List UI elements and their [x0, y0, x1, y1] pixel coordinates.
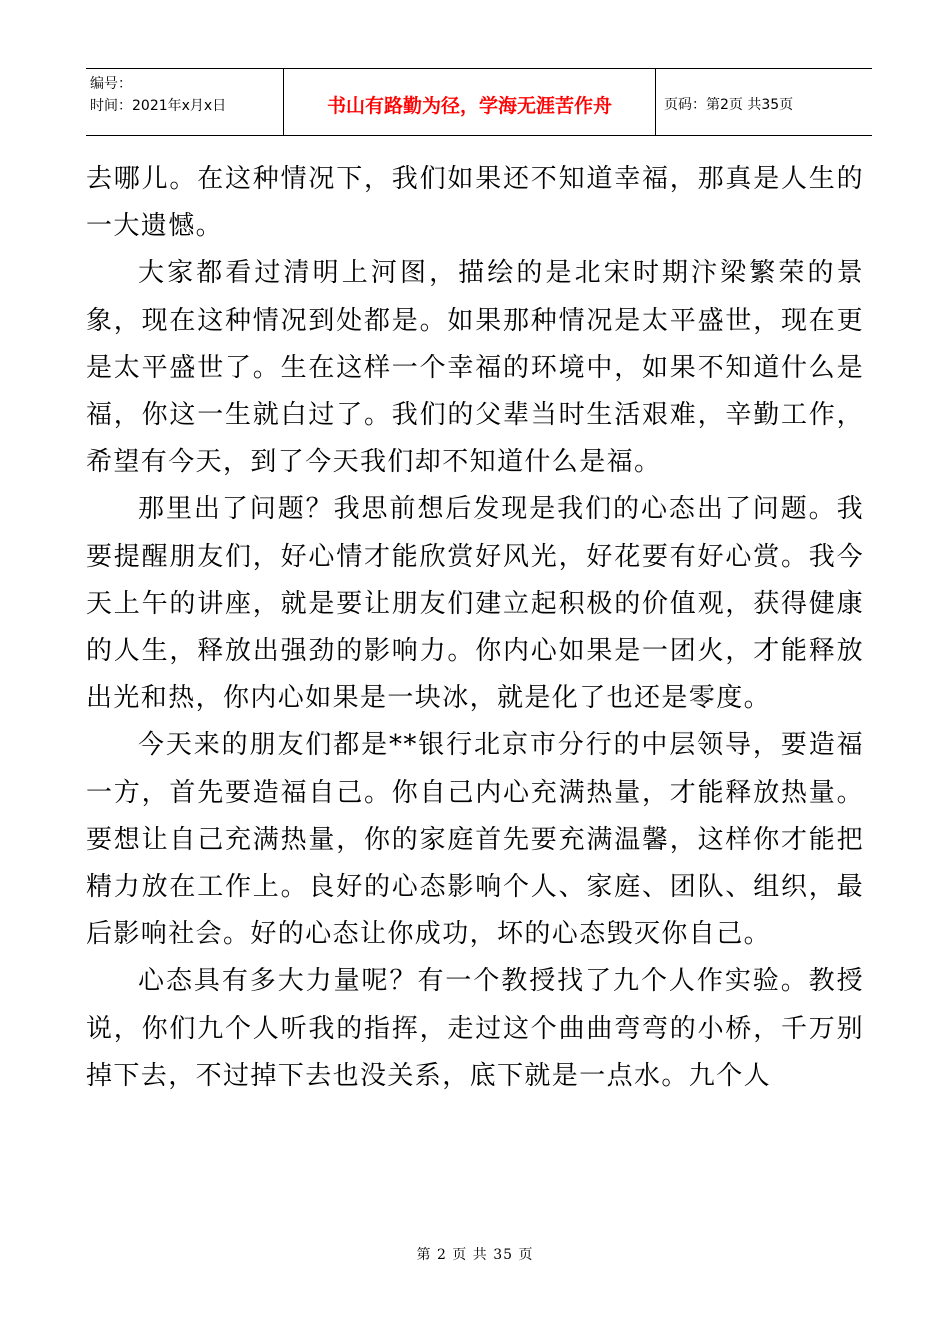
- page-footer: 第 2 页 共 35 页: [416, 1247, 534, 1263]
- document-body: [86, 156, 864, 1100]
- paragraph-1: 去哪儿。在这种情况下，我们如果还不知道幸福，那真是人生的一大遗憾。: [86, 164, 864, 242]
- paragraph-4: 今天来的朋友们都是**银行北京市分行的中层领导，要造福一方，首先要造福自己。你自己内心充满热量，才能释放热量。要想让自己充满热量，你的家庭首先要充满温馨，这样你才能把精力放在工作上。良好的心态影响个人、家庭、团队、组织，最后影响社会。好的心态让你成功，坏的心态毁灭你自己。: [86, 730, 864, 950]
- paragraph-3: 那里出了问题？我思前想后发现是我们的心态出了问题。我要提醒朋友们，好心情才能欣赏好风光，好花要有好心赏。我今天上午的讲座，就是要让朋友们建立起积极的价值观，获得健康的人生，释放出强劲的影响力。你内心如果是一团火，才能释放出光和热，你内心如果是一块冰，就是化了也还是零度。: [86, 494, 864, 714]
- paragraph-5: 心态具有多大力量呢？有一个教授找了九个人作实验。教授说，你们九个人听我的指挥，走过这个曲曲弯弯的小桥，千万别掉下去，不过掉下去也没关系，底下就是一点水。九个人: [86, 966, 864, 1091]
- document-header: [86, 68, 872, 136]
- document-time-label: 时间：2021年x月x日: [90, 98, 227, 114]
- header-page-info: 页码：第2页 共35页: [664, 97, 794, 113]
- header-meta-cell: [86, 69, 284, 135]
- paragraph-2: 大家都看过清明上河图，描绘的是北宋时期汴梁繁荣的景象，现在这种情况到处都是。如果那种情况是太平盛世，现在更是太平盛世了。生在这样一个幸福的环境中，如果不知道什么是福，你这一生就白过了。我们的父辈当时生活艰难，辛勤工作，希望有今天，到了今天我们却不知道什么是福。: [86, 258, 864, 478]
- header-motto: 书山有路勤为径，学海无涯苦作舟: [284, 69, 656, 135]
- document-number-label: 编号：: [90, 76, 132, 92]
